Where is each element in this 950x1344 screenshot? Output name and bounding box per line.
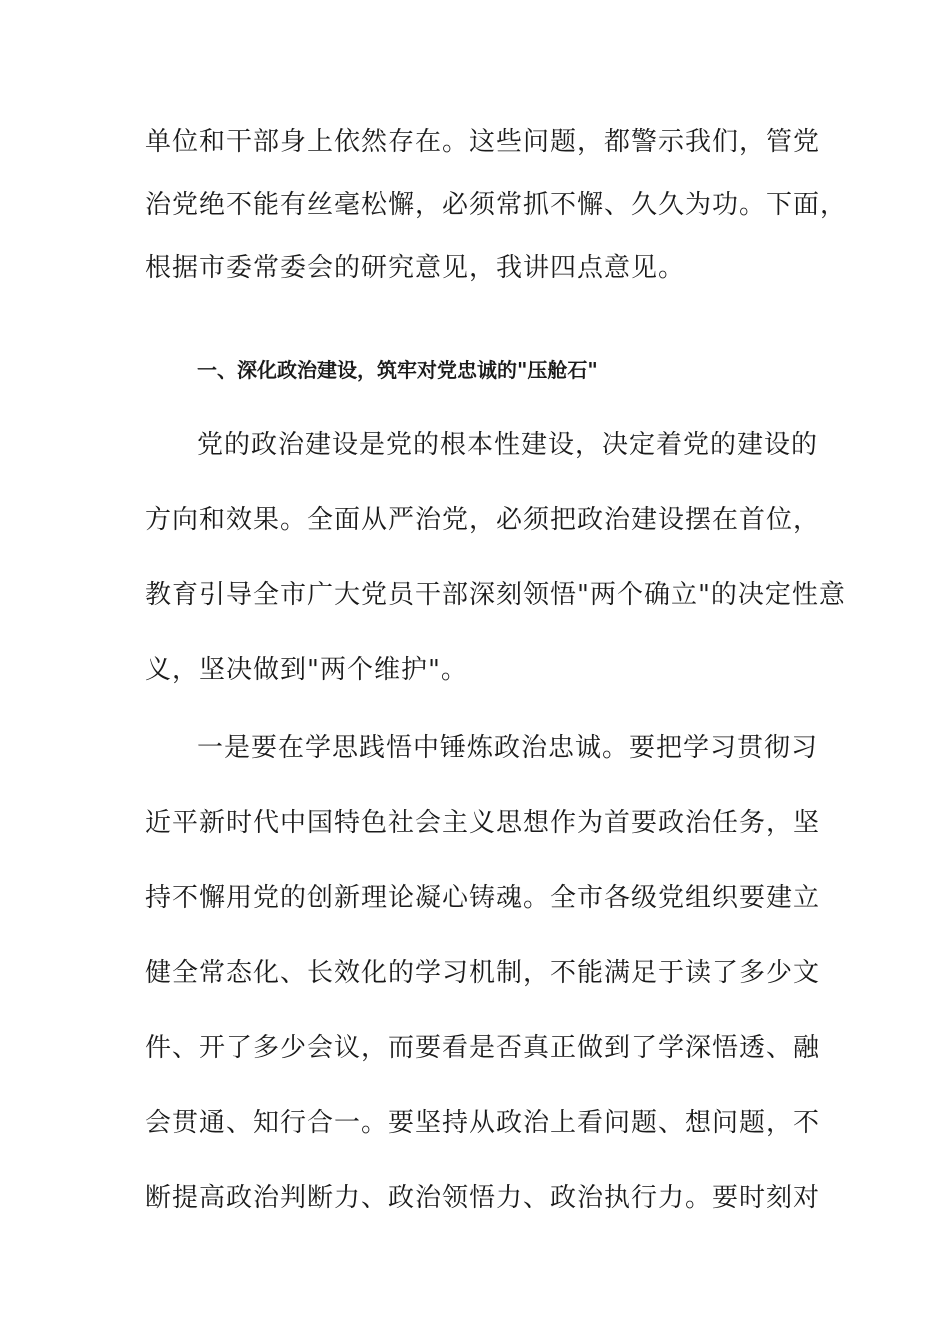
para2-line-6: 会贯通、知行合一。要坚持从政治上看问题、想问题，不 bbox=[145, 1108, 821, 1138]
intro-line-2: 治党绝不能有丝毫松懈，必须常抓不懈、久久为功。下面， bbox=[145, 190, 848, 220]
para1-line-1: 党的政治建设是党的根本性建设，决定着党的建设的 bbox=[197, 430, 819, 460]
intro-line-3: 根据市委常委会的研究意见，我讲四点意见。 bbox=[145, 253, 686, 283]
para2-line-3: 持不懈用党的创新理论凝心铸魂。全市各级党组织要建立 bbox=[145, 883, 821, 913]
para2-line-2: 近平新时代中国特色社会主义思想作为首要政治任务，坚 bbox=[145, 808, 821, 838]
section-heading: 一、深化政治建设，筑牢对党忠诚的"压舱石" bbox=[197, 358, 598, 382]
para2-line-1: 一是要在学思践悟中锤炼政治忠诚。要把学习贯彻习 bbox=[197, 733, 819, 763]
intro-line-1: 单位和干部身上依然存在。这些问题，都警示我们，管党 bbox=[145, 127, 821, 157]
para2-line-4: 健全常态化、长效化的学习机制，不能满足于读了多少文 bbox=[145, 958, 821, 988]
para1-line-3: 教育引导全市广大党员干部深刻领悟"两个确立"的决定性意 bbox=[145, 580, 846, 610]
para1-line-2: 方向和效果。全面从严治党，必须把政治建设摆在首位， bbox=[145, 505, 821, 535]
para2-line-5: 件、开了多少会议，而要看是否真正做到了学深悟透、融 bbox=[145, 1033, 821, 1063]
para2-line-7: 断提高政治判断力、政治领悟力、政治执行力。要时刻对 bbox=[145, 1183, 821, 1213]
para1-line-4: 义，坚决做到"两个维护"。 bbox=[145, 655, 468, 685]
